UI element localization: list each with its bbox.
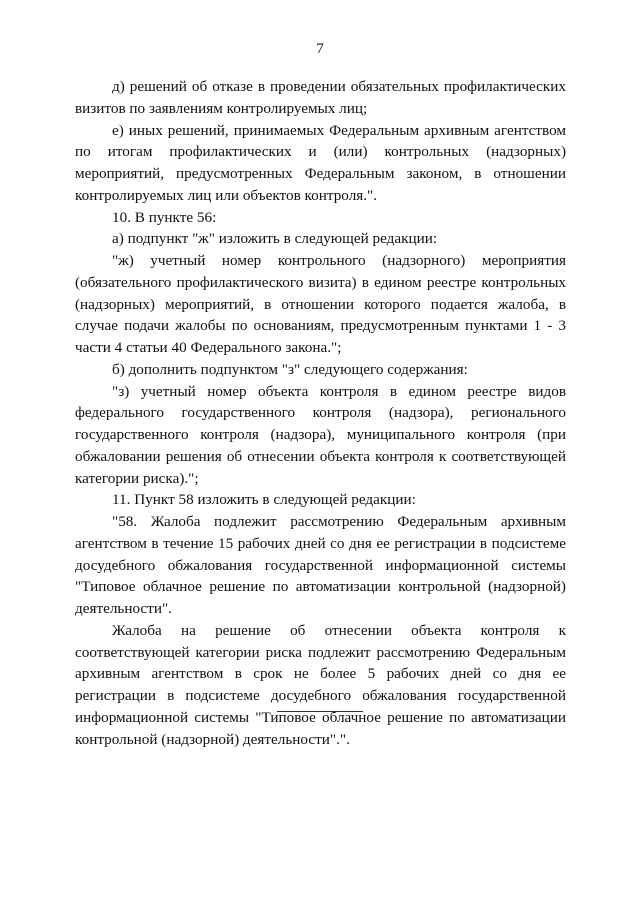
paragraph-risk-category-complaint: Жалоба на решение об отнесении объекта контроля к соответствующей категории риска подлежит рассмотрению Федеральным архивным агентством в срок не более 5 рабочих дней со дня ее регистрации в подсистеме досудебного обжалования государственной информационной системы "Типовое облачное решение по автоматизации контрольной (надзорной) деятельности".". [75, 621, 566, 748]
paragraph-d-refusal-decisions: д) решений об отказе в проведении обязательных профилактических визитов по заявлениям контролируемых лиц; [75, 78, 566, 117]
end-of-text-rule [277, 711, 363, 712]
paragraph-subitem-b: б) дополнить подпунктом "з" следующего содержания: [112, 360, 468, 378]
paragraph-subitem-a: а) подпункт "ж" изложить в следующей редакции: [112, 230, 438, 248]
page-number: 7 [316, 41, 324, 57]
document-body [75, 76, 566, 750]
paragraph-item-10-heading: 10. В пункте 56: [112, 208, 217, 226]
paragraph-e-other-decisions: е) иных решений, принимаемых Федеральным архивным агентством по итогам профилактических и (или) контрольных (надзорных) мероприятий, предусмотренных Федеральным законом, в отношении контролируемых лиц или объектов контроля.". [75, 121, 566, 204]
paragraph-zh-registration-number: "ж) учетный номер контрольного (надзорного) мероприятия (обязательного профилактического визита) в едином реестре контрольных (надзорных) мероприятий, в отношении которого подается жалоба, в случае подачи жалобы по основаниям, предусмотренным пунктами 1 - 3 части 4 статьи 40 Федерального закона."; [75, 252, 566, 356]
paragraph-item-11-heading: 11. Пункт 58 изложить в следующей редакции: [112, 491, 416, 509]
paragraph-58-complaint-term: "58. Жалоба подлежит рассмотрению Федеральным архивным агентством в течение 15 рабочих дней со дня ее регистрации в подсистеме досудебного обжалования государственной информационной системы "Типовое облачное решение по автоматизации контрольной (надзорной) деятельности". [75, 513, 566, 617]
paragraph-z-object-number: "з) учетный номер объекта контроля в едином реестре видов федерального государственного контроля (надзора), регионального государственного контроля (надзора), муниципального контроля (при обжаловании решения об отнесении объекта контроля к соответствующей категории риска)."; [75, 382, 566, 487]
